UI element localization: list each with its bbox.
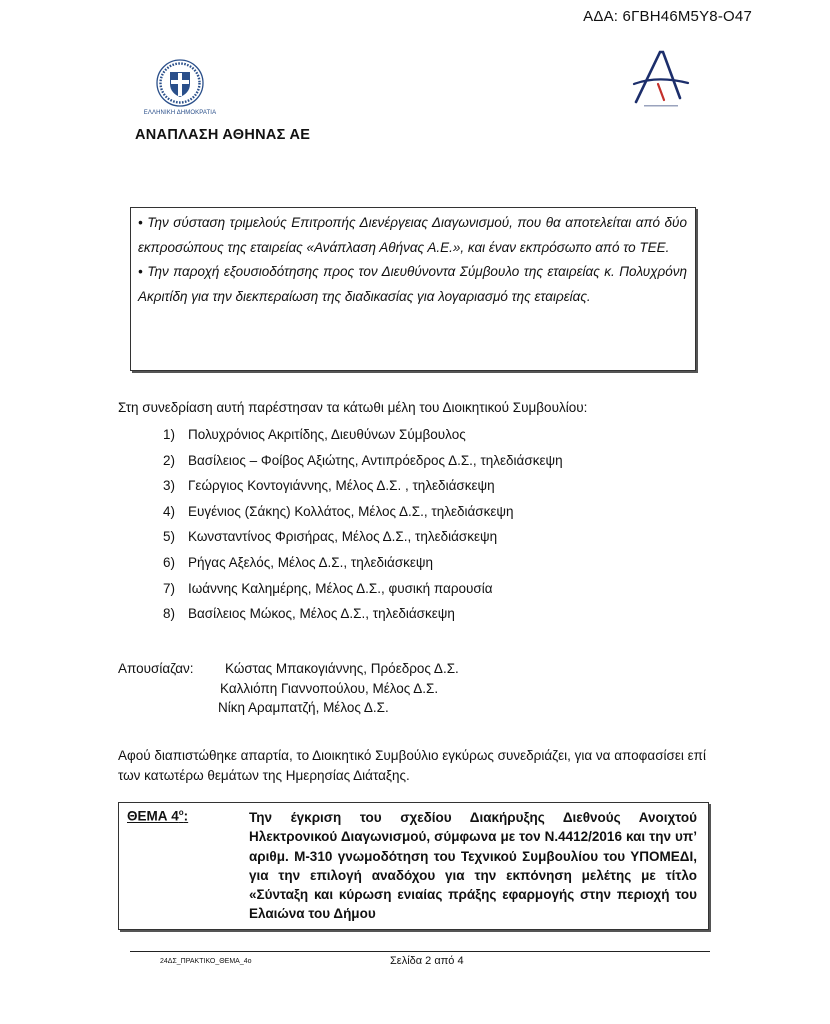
- page-number: Σελίδα 2 από 4: [390, 955, 464, 967]
- theme-label-colon: :: [183, 808, 189, 824]
- members-list: [163, 425, 563, 630]
- footer-filename: 24ΔΣ_ΠΡΑΚΤΙΚΟ_ΘΕΜΑ_4ο: [160, 958, 252, 965]
- decision-box: [130, 207, 696, 371]
- member-number: 3): [163, 478, 176, 494]
- member-text: Ευγένιος (Σάκης) Κολλάτος, Μέλος Δ.Σ., τηλεδιάσκεψη: [188, 503, 514, 519]
- member-text: Κωνσταντίνος Φρισήρας, Μέλος Δ.Σ., τηλεδιάσκεψη: [188, 529, 498, 545]
- company-logo-icon: [630, 48, 690, 108]
- theme-label-text: ΘΕΜΑ 4: [127, 808, 179, 824]
- list-item: [163, 553, 563, 579]
- list-item: [163, 425, 563, 451]
- member-number: 6): [163, 554, 176, 570]
- organization-name: ΑΝΑΠΛΑΣΗ ΑΘΗΝΑΣ ΑΕ: [135, 127, 311, 143]
- member-number: 4): [163, 503, 176, 519]
- hellenic-republic-logo: [130, 58, 230, 116]
- member-number: 8): [163, 606, 176, 622]
- member-text: Πολυχρόνιος Ακριτίδης, Διευθύνων Σύμβουλος: [188, 427, 466, 442]
- member-text: Ιωάννης Καλημέρης, Μέλος Δ.Σ., φυσική παρουσία: [188, 580, 493, 596]
- absent-member-1: Κώστας Μπακογιάννης, Πρόεδρος Δ.Σ.: [225, 661, 459, 676]
- greek-emblem-icon: [155, 58, 205, 108]
- anaplasi-athinas-logo: [630, 48, 690, 113]
- quorum-paragraph: Αφού διαπιστώθηκε απαρτία, το Διοικητικό Συμβούλιο εγκύρως συνεδριάζει, για να αποφασίσει επί των κατωτέρω θεμάτων της Ημερησίας Διάταξης.: [118, 748, 706, 783]
- logo-caption: ΕΛΛΗΝΙΚΗ ΔΗΜΟΚΡΑΤΙΑ: [143, 110, 217, 116]
- theme-box: [118, 802, 709, 930]
- ada-code: ΑΔΑ: 6ΓΒΗ46Μ5Υ8-Ο47: [583, 8, 752, 25]
- list-item: [163, 527, 563, 553]
- member-number: 2): [163, 452, 176, 468]
- absent-label: Απουσίαζαν:: [118, 661, 194, 676]
- absent-member-3: Νίκη Αραμπατζή, Μέλος Δ.Σ.: [218, 700, 389, 715]
- list-item: [163, 451, 563, 477]
- decision-paragraph-2: • Την παροχή εξουσιοδότησης προς τον Διευθύνοντα Σύμβουλο της εταιρείας κ. Πολυχρόνη Ακριτίδη για την διεκπεραίωση της διαδικασίας για λογαριασμό της εταιρείας.: [138, 264, 687, 304]
- decision-paragraph-1: • Την σύσταση τριμελούς Επιτροπής Διενέργειας Διαγωνισμού, που θα αποτελείται από δύο εκπροσώπους της εταιρείας «Ανάπλαση Αθήνας Α.Ε.», και έναν εκπρόσωπο από το ΤΕΕ.: [138, 215, 687, 255]
- absent-member-2: Καλλιόπη Γιαννοπούλου, Μέλος Δ.Σ.: [220, 680, 439, 696]
- attendance-intro: Στη συνεδρίαση αυτή παρέστησαν τα κάτωθι μέλη του Διοικητικού Συμβουλίου:: [118, 400, 588, 415]
- member-number: 7): [163, 580, 176, 596]
- member-text: Γεώργιος Κοντογιάννης, Μέλος Δ.Σ. , τηλεδιάσκεψη: [188, 478, 495, 494]
- theme-label-ordinal: ο: [178, 808, 184, 817]
- member-text: Ρήγας Αξελός, Μέλος Δ.Σ., τηλεδιάσκεψη: [188, 554, 434, 570]
- footer-divider: [130, 951, 710, 952]
- list-item: [163, 604, 563, 630]
- list-item: [163, 502, 563, 528]
- member-number: 1): [163, 427, 176, 442]
- member-text: Βασίλειος Μώκος, Μέλος Δ.Σ., τηλεδιάσκεψη: [188, 606, 455, 622]
- member-number: 5): [163, 529, 176, 545]
- member-text: Βασίλειος – Φοίβος Αξιώτης, Αντιπρόεδρος Δ.Σ., τηλεδιάσκεψη: [188, 452, 563, 468]
- theme-label: [127, 808, 188, 824]
- theme-text: Την έγκριση του σχεδίου Διακήρυξης Διεθνούς Ανοιχτού Ηλεκτρονικού Διαγωνισμού, σύμφωνα με τον Ν.4412/2016 και την υπ’ αριθμ. Μ-310 γνωμοδότηση του Τεχνικού Συμβουλίου του ΥΠΟΜΕΔΙ, για την επιλογή αναδόχου για την εκπόνηση μελέτης με τίτλο «Σύνταξη και κύρωση ενιαίας πράξης εφαρμογής στην περιοχή του Ελαιώνα του Δήμου: [249, 810, 697, 922]
- list-item: [163, 579, 563, 605]
- list-item: [163, 476, 563, 502]
